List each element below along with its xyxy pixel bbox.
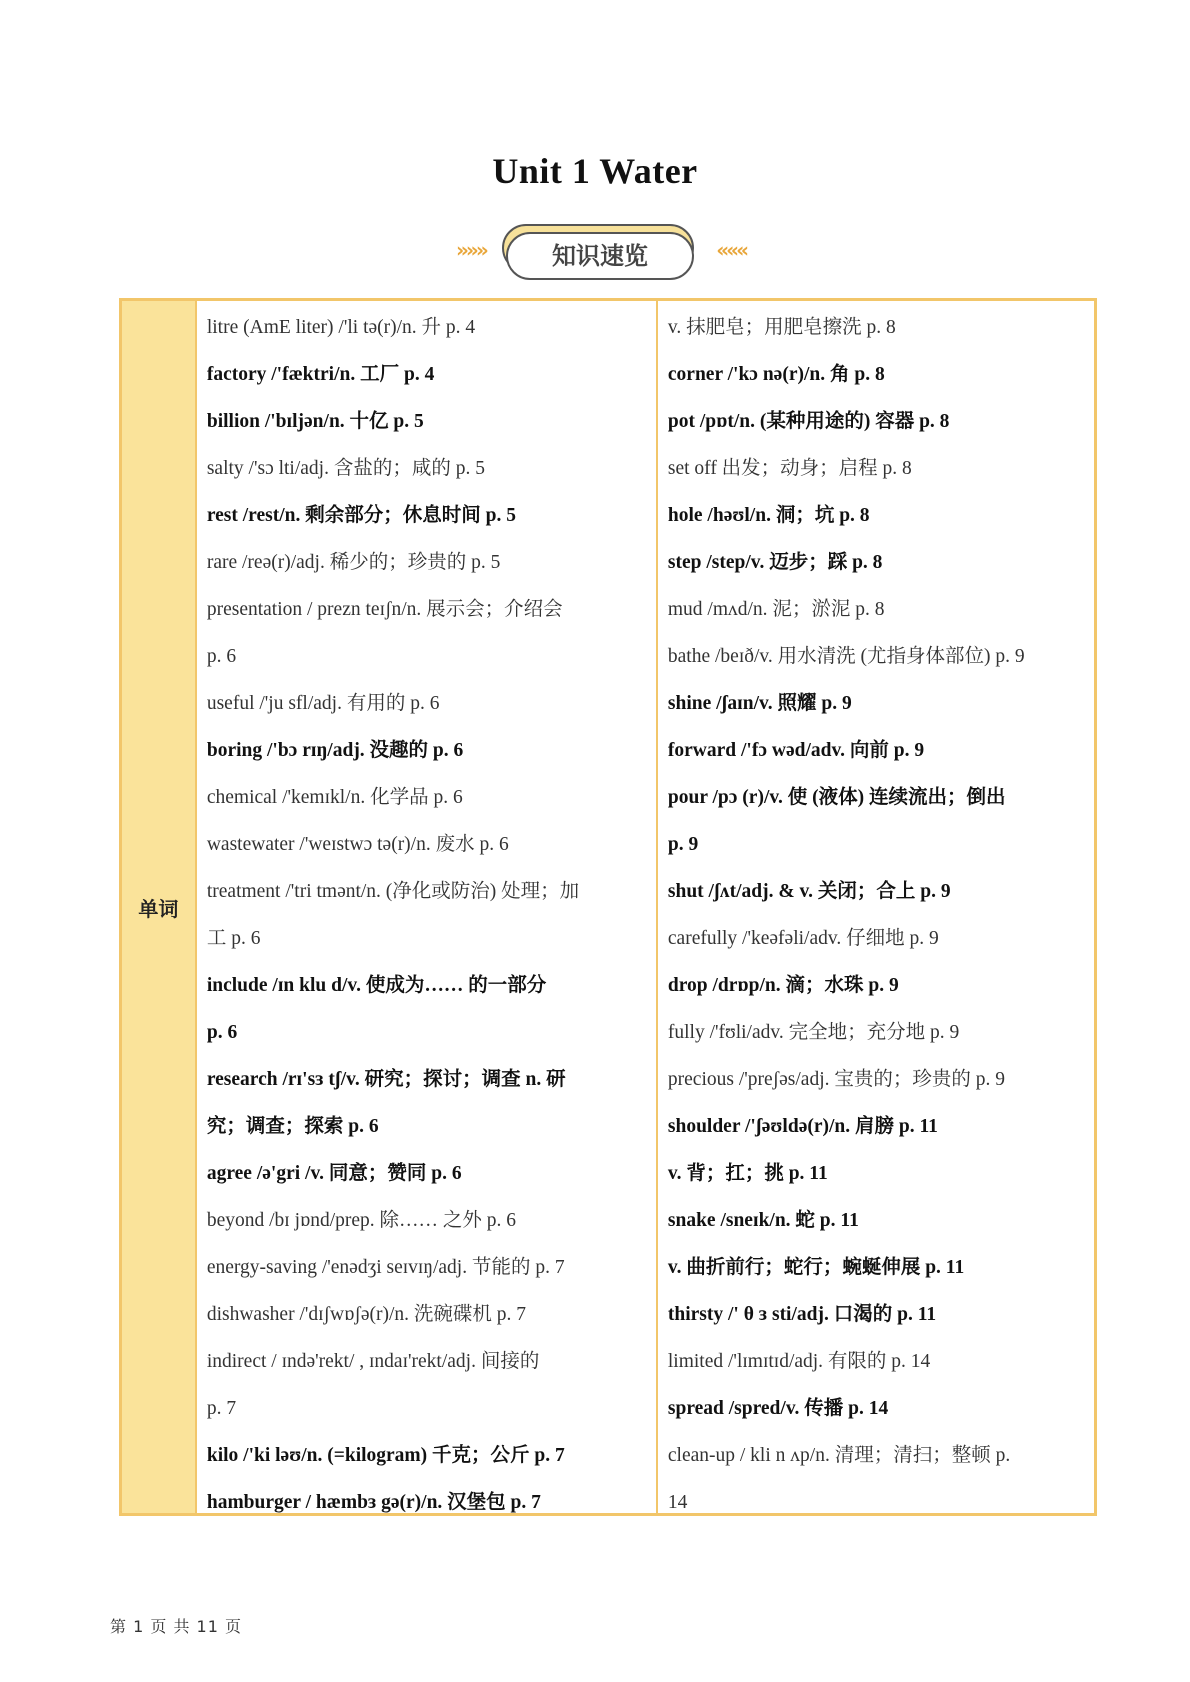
vocab-line: hole /həʊl/n. 洞；坑 p. 8 [667, 505, 870, 526]
vocab-line: 工 p. 6 [206, 928, 261, 949]
vocab-line: wastewater /'weɪstwɔ tə(r)/n. 废水 p. 6 [206, 834, 509, 855]
vocab-line: thirsty /' θ ɜ sti/adj. 口渴的 p. 11 [667, 1304, 937, 1325]
vocab-line: chemical /'kemɪkl/n. 化学品 p. 6 [206, 787, 463, 808]
vocab-line: 究；调查；探索 p. 6 [206, 1116, 379, 1137]
vocab-line: spread /spred/v. 传播 p. 14 [667, 1398, 889, 1419]
vocab-line: p. 7 [206, 1398, 237, 1419]
vocab-line: billion /'bɪljən/n. 十亿 p. 5 [206, 411, 424, 432]
vocab-line: limited /'lɪmɪtɪd/adj. 有限的 p. 14 [667, 1351, 931, 1372]
vocabulary-table [119, 298, 1097, 1516]
page-title: Unit 1 Water [492, 151, 698, 191]
vocab-line: shoulder /'ʃəʊldə(r)/n. 肩膀 p. 11 [667, 1116, 938, 1137]
page-footer: 第 1 页 共 11 页 [110, 1617, 242, 1636]
section-banner [456, 224, 746, 280]
vocab-line: agree /ə'gri /v. 同意；赞同 p. 6 [206, 1163, 462, 1184]
vocab-line: boring /'bɔ rɪŋ/adj. 没趣的 p. 6 [206, 740, 464, 761]
vocab-line: drop /drɒp/n. 滴；水珠 p. 9 [667, 975, 899, 996]
vocab-line: research /rɪ'sɜ tʃ/v. 研究；探讨；调查 n. 研 [206, 1069, 566, 1090]
vocab-line: shine /ʃaɪn/v. 照耀 p. 9 [667, 693, 852, 714]
vocab-line: forward /'fɔ wəd/adv. 向前 p. 9 [667, 740, 925, 761]
vocab-line: corner /'kɔ nə(r)/n. 角 p. 8 [667, 364, 885, 385]
vocab-line: precious /'preʃəs/adj. 宝贵的；珍贵的 p. 9 [667, 1069, 1006, 1090]
vocab-line: clean-up / kli n ʌp/n. 清理；清扫；整顿 p. [667, 1445, 1011, 1466]
vocab-line: hamburger / hæmbɜ gə(r)/n. 汉堡包 p. 7 [206, 1492, 541, 1513]
chevron-left-icon: ««« [716, 238, 746, 262]
vocab-line: p. 6 [206, 646, 237, 667]
vocab-line: presentation / prezn teɪʃn/n. 展示会；介绍会 [206, 599, 563, 620]
vocab-line: p. 6 [206, 1022, 238, 1043]
vocab-line: set off 出发；动身；启程 p. 8 [667, 458, 912, 479]
vocab-line: energy-saving /'enədʒi seɪvɪŋ/adj. 节能的 p. 7 [206, 1257, 565, 1278]
vocab-line: pour /pɔ (r)/v. 使 (液体) 连续流出；倒出 [667, 787, 1006, 808]
vocab-line: treatment /'tri tmənt/n. (净化或防治) 处理；加 [206, 881, 580, 902]
row-label: 单词 [138, 896, 179, 921]
vocab-line: pot /pɒt/n. (某种用途的) 容器 p. 8 [667, 411, 950, 432]
vocab-line: factory /'fæktri/n. 工厂 p. 4 [206, 364, 435, 385]
vocab-line: useful /'ju sfl/adj. 有用的 p. 6 [206, 693, 440, 714]
vocab-line: rest /rest/n. 剩余部分；休息时间 p. 5 [206, 505, 516, 526]
vocab-line: fully /'fʊli/adv. 完全地；充分地 p. 9 [667, 1022, 960, 1043]
vocab-line: snake /sneɪk/n. 蛇 p. 11 [667, 1210, 859, 1231]
banner-label: 知识速览 [506, 232, 694, 280]
vocab-line: kilo /'ki ləʊ/n. (=kilogram) 千克；公斤 p. 7 [206, 1445, 565, 1466]
vocab-line: beyond /bɪ jɒnd/prep. 除…… 之外 p. 6 [206, 1210, 517, 1231]
vocab-line: rare /reə(r)/adj. 稀少的；珍贵的 p. 5 [206, 552, 501, 573]
vocab-line: v. 背；扛；挑 p. 11 [667, 1163, 828, 1184]
row-label-cell [122, 301, 197, 1513]
vocab-line: litre (AmE liter) /'li tə(r)/n. 升 p. 4 [206, 317, 476, 338]
vocab-line: indirect / ɪndə'rekt/ , ɪndaɪ'rekt/adj. 间接的 [206, 1351, 540, 1372]
vocab-line: bathe /beɪð/v. 用水清洗 (尤指身体部位) p. 9 [667, 646, 1025, 667]
vocabulary-right-column [658, 301, 1094, 1513]
vocab-line: salty /'sɔ lti/adj. 含盐的；咸的 p. 5 [206, 458, 485, 479]
vocabulary-left-column [197, 301, 658, 1513]
vocab-line: shut /ʃʌt/adj. & v. 关闭；合上 p. 9 [667, 881, 951, 902]
vocab-line: include /ɪn klu d/v. 使成为…… 的一部分 [206, 975, 547, 996]
vocab-line: v. 曲折前行；蛇行；蜿蜒伸展 p. 11 [667, 1257, 965, 1278]
vocab-line: dishwasher /'dɪʃwɒʃə(r)/n. 洗碗碟机 p. 7 [206, 1304, 526, 1325]
vocab-line: step /step/v. 迈步；踩 p. 8 [667, 552, 883, 573]
vocab-line: carefully /'keəfəli/adv. 仔细地 p. 9 [667, 928, 939, 949]
vocab-line: p. 9 [667, 834, 699, 855]
vocab-line: 14 [667, 1492, 688, 1513]
vocab-line: v. 抹肥皂；用肥皂擦洗 p. 8 [667, 317, 896, 338]
vocab-line: mud /mʌd/n. 泥；淤泥 p. 8 [667, 599, 885, 620]
chevron-right-icon: »»» [456, 238, 486, 262]
